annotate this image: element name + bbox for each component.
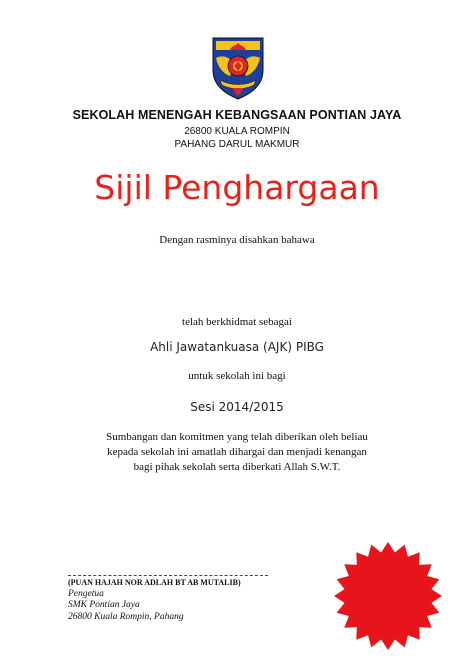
served-as-text: telah berkhidmat sebagai	[182, 316, 292, 328]
school-crest-icon	[210, 36, 266, 100]
certificate-intro: Dengan rasminya disahkan bahawa	[159, 234, 315, 246]
paragraph-line: kepada sekolah ini amatlah dihargai dan menjadi kenangan	[107, 446, 367, 458]
signatory-role: Pengetua	[68, 588, 104, 599]
signature-block	[68, 577, 241, 623]
signatory-address: 26800 Kuala Rompin, Pahang	[68, 611, 184, 622]
for-school-text: untuk sekolah ini bagi	[188, 370, 286, 382]
signature-line	[68, 575, 268, 576]
appreciation-paragraph	[60, 430, 414, 475]
school-address-line-2: PAHANG DARUL MAKMUR	[174, 139, 300, 150]
position-text: Ahli Jawatankuasa (AJK) PIBG	[150, 340, 324, 354]
paragraph-line: bagi pihak sekolah serta diberkati Allah S.W.T.	[133, 461, 341, 473]
signatory-name: (PUAN HAJAH NOR ADLAH BT AB MUTALIB)	[68, 578, 241, 587]
session-text: Sesi 2014/2015	[190, 400, 284, 414]
paragraph-line: Sumbangan dan komitmen yang telah diberikan oleh beliau	[106, 431, 368, 443]
school-address-line-1: 26800 KUALA ROMPIN	[184, 126, 290, 137]
starburst-seal-icon	[332, 540, 444, 652]
signatory-org: SMK Pontian Jaya	[68, 600, 140, 610]
certificate-title: Sijil Penghargaan	[94, 168, 380, 207]
school-name: SEKOLAH MENENGAH KEBANGSAAN PONTIAN JAYA	[72, 108, 402, 122]
